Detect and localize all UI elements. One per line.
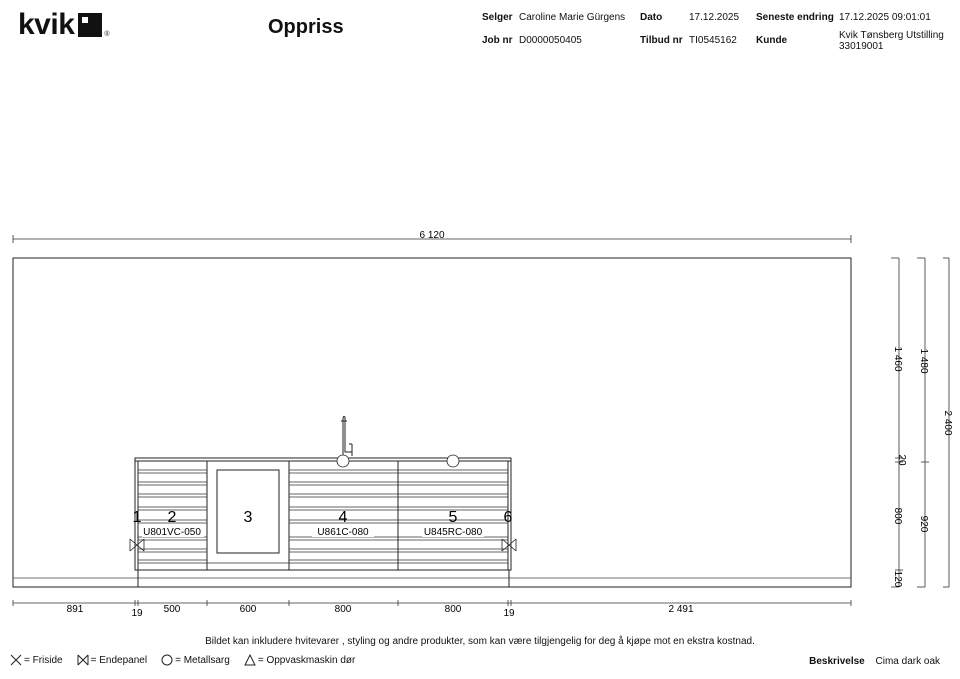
right-dimension: 920 — [918, 515, 929, 533]
metal-rim-circle-icon — [447, 455, 459, 467]
right-dimension: 120 — [892, 570, 903, 588]
customer-label: Kunde — [756, 35, 788, 46]
registered-mark-icon: ® — [104, 31, 110, 38]
legend-label: = Metallsarg — [175, 654, 230, 666]
offer-value: TI0545162 — [689, 35, 737, 46]
date-value: 17.12.2025 — [689, 12, 740, 23]
bottom-dimension: 19 — [131, 608, 143, 619]
triangle-icon — [244, 654, 256, 666]
offer-label: Tilbud nr — [640, 35, 683, 46]
customer-line2: 33019001 — [839, 41, 884, 52]
bottom-dimension-line — [13, 600, 851, 606]
legend-label: = Oppvaskmaskin dør — [257, 654, 356, 666]
total-width-label: 6 120 — [419, 230, 445, 241]
job-label: Job nr — [482, 35, 513, 46]
legend-item-oppvaskmaskin — [244, 654, 356, 666]
last-change-value: 17.12.2025 09:01:01 — [839, 12, 931, 23]
unit-number: 6 — [503, 509, 513, 526]
faucet-icon — [341, 416, 352, 458]
legend-item-endepanel — [77, 654, 147, 666]
description-value: Cima dark oak — [875, 656, 940, 667]
bottom-dimension: 600 — [239, 604, 257, 615]
legend-label: = Endepanel — [90, 654, 148, 666]
bottom-dimension: 19 — [503, 608, 515, 619]
right-dimension: 800 — [892, 507, 903, 525]
right-dimension-lines — [891, 258, 949, 587]
bottom-dimension: 2 491 — [668, 604, 694, 615]
description — [809, 656, 940, 667]
unit-number: 4 — [338, 509, 348, 526]
unit-code: U845RC-080 — [423, 527, 483, 538]
unit-number: 3 — [243, 509, 253, 526]
right-dimension: 1 460 — [892, 346, 903, 372]
unit-number: 1 — [132, 509, 142, 526]
disclaimer-text: Bildet kan inkludere hvitevarer , styling og andre produkter, som kan være tilgjengelig for deg å kjøpe mot en ekstra kostnad. — [205, 636, 755, 647]
end-panel-left-icon — [130, 539, 144, 551]
date-label: Dato — [640, 12, 663, 23]
seller-label: Selger — [482, 12, 513, 23]
circle-icon — [161, 654, 173, 666]
legend — [10, 654, 355, 666]
seller-value: Caroline Marie Gürgens — [519, 12, 626, 23]
bottom-dimension: 500 — [163, 604, 181, 615]
customer-line1: Kvik Tønsberg Utstilling — [839, 30, 944, 41]
cross-icon — [10, 654, 22, 666]
end-panel-right-icon — [502, 539, 516, 551]
logo-text: kvik — [18, 8, 75, 41]
legend-item-metallsarg — [161, 654, 230, 666]
legend-label: = Friside — [24, 654, 63, 666]
end-panel-icon — [77, 654, 89, 666]
metal-rim-circle-icon — [337, 455, 349, 467]
last-change-label: Seneste endring — [756, 12, 834, 23]
bottom-dimension: 800 — [444, 604, 462, 615]
job-value: D0000050405 — [519, 35, 582, 46]
page-title: Oppriss — [268, 16, 344, 38]
unit-number: 2 — [167, 509, 177, 526]
right-dimension: 1 480 — [918, 348, 929, 374]
right-dimension: 20 — [896, 454, 907, 466]
unit-code: U861C-080 — [317, 527, 369, 538]
bottom-dimension: 800 — [334, 604, 352, 615]
bottom-dimension: 891 — [66, 604, 84, 615]
unit-number: 5 — [448, 509, 458, 526]
description-label: Beskrivelse — [809, 656, 865, 667]
unit-code: U801VC-050 — [143, 527, 201, 538]
legend-item-friside — [10, 654, 63, 666]
right-dimension: 2 400 — [942, 410, 953, 436]
